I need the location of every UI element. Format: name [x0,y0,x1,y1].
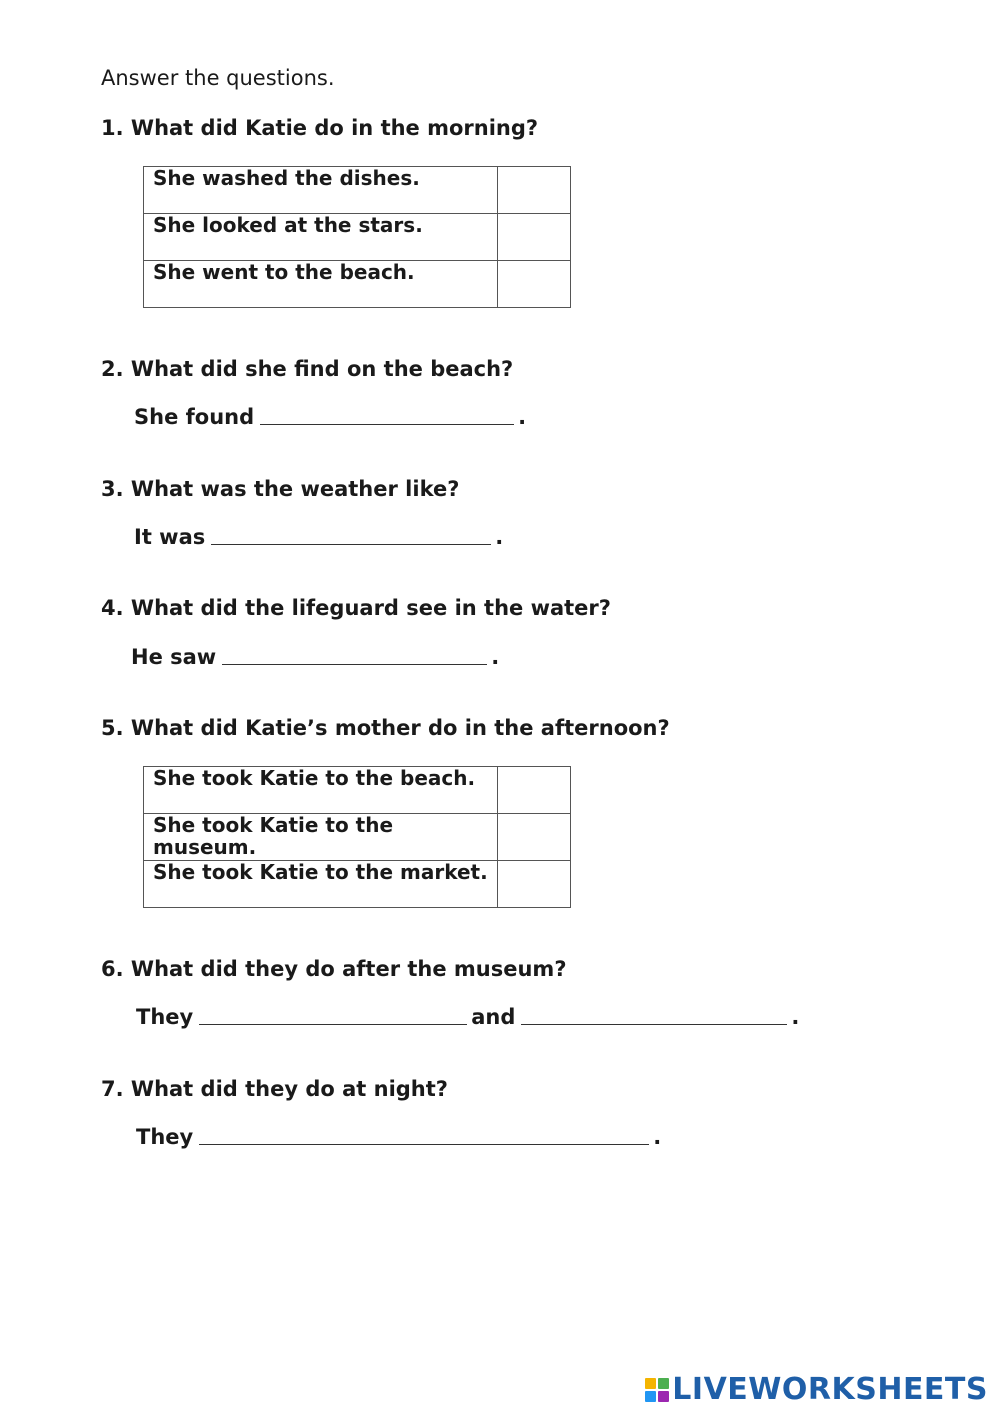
question-5: 5. What did Katie’s mother do in the afternoon? [101,716,670,740]
q5-option-checkbox[interactable] [497,861,570,908]
logo-text: LIVEWORKSHEETS [672,1372,988,1407]
q5-option-checkbox[interactable] [497,767,570,814]
logo-square-4 [658,1391,669,1402]
q3-prefix: It was [134,525,206,549]
q5-option-label: She took Katie to the beach. [144,767,498,814]
q5-option-label: She took Katie to the museum. [144,814,498,861]
q1-option-row [144,214,571,261]
logo-square-1 [645,1378,656,1389]
q1-option-row [144,261,571,308]
q7-answer-line [136,1125,661,1149]
q1-option-label: She went to the beach. [144,261,498,308]
q5-option-row [144,861,571,908]
q4-prefix: He saw [131,645,217,669]
instruction-heading: Answer the questions. [101,66,335,90]
question-4: 4. What did the lifeguard see in the water? [101,596,611,620]
question-6: 6. What did they do after the museum? [101,957,567,981]
q6-answer-line [136,1005,799,1029]
q2-blank[interactable] [260,406,514,425]
q5-choices-table [143,766,571,908]
q1-choices-table [143,166,571,308]
question-2: 2. What did she find on the beach? [101,357,514,381]
q1-option-row [144,167,571,214]
q3-answer-input[interactable] [211,531,491,549]
q5-option-row [144,814,571,861]
q6-answer-input-2[interactable] [521,1011,787,1029]
q6-suffix: . [791,1005,800,1029]
q6-blank-1[interactable] [199,1006,467,1025]
q5-option-checkbox[interactable] [497,814,570,861]
q4-answer-input[interactable] [222,651,487,669]
q1-option-checkbox[interactable] [497,167,570,214]
question-3: 3. What was the weather like? [101,477,460,501]
q5-option-row [144,767,571,814]
q7-answer-input[interactable] [199,1131,649,1149]
q5-option-label: She took Katie to the market. [144,861,498,908]
q3-answer-line [134,525,503,549]
q1-option-checkbox[interactable] [497,261,570,308]
q7-suffix: . [653,1125,662,1149]
q1-option-label: She looked at the stars. [144,214,498,261]
q6-prefix: They [136,1005,194,1029]
q1-option-checkbox[interactable] [497,214,570,261]
logo-square-2 [658,1378,669,1389]
q3-suffix: . [495,525,504,549]
q6-blank-2[interactable] [521,1006,787,1025]
q6-answer-input-1[interactable] [199,1011,467,1029]
q7-prefix: They [136,1125,194,1149]
q1-option-label: She washed the dishes. [144,167,498,214]
q2-answer-input[interactable] [260,411,514,429]
q2-suffix: . [518,405,527,429]
question-7: 7. What did they do at night? [101,1077,448,1101]
q4-answer-line [131,645,499,669]
q7-blank[interactable] [199,1126,649,1145]
q2-answer-line [134,405,526,429]
q2-prefix: She found [134,405,255,429]
logo-grid-icon [645,1378,669,1402]
q3-blank[interactable] [211,526,491,545]
question-1: 1. What did Katie do in the morning? [101,116,539,140]
q6-middle: and [471,1005,516,1029]
logo-square-3 [645,1391,656,1402]
q4-suffix: . [491,645,500,669]
liveworksheets-logo [645,1372,988,1407]
q4-blank[interactable] [222,646,487,665]
